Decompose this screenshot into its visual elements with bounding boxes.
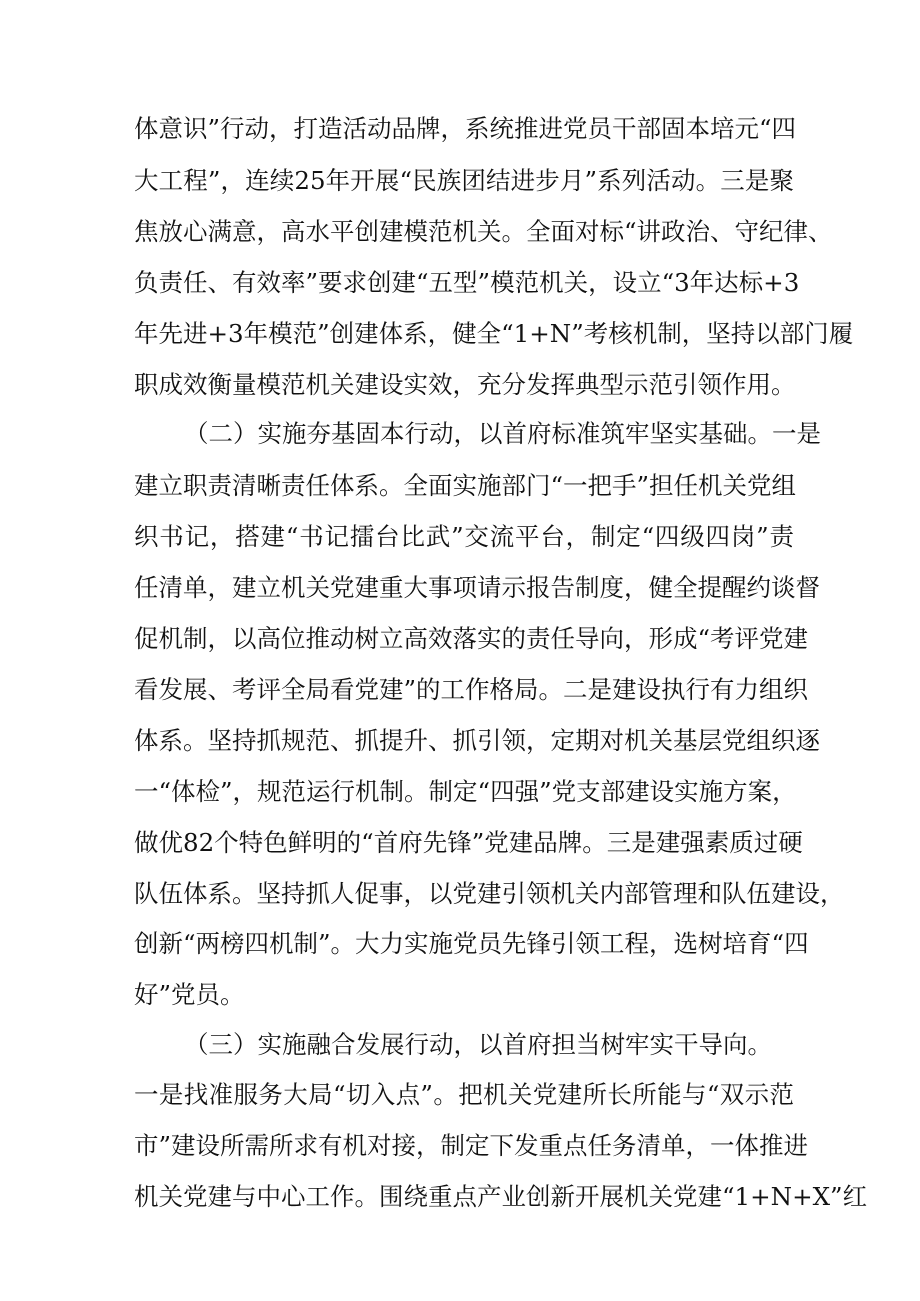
body-text-line: 年先进+3年模范”创建体系，健全“1+N”考核机制，坚持以部门履 (134, 319, 854, 348)
body-text-line: 任清单，建立机关党建重大事项请示报告制度，健全提醒约谈督 (134, 573, 820, 602)
body-text-line: 负责任、有效率”要求创建“五型”模范机关，设立“3年达标+3 (134, 268, 800, 297)
body-text-line: 体系。坚持抓规范、抓提升、抓引领，定期对机关基层党组织逐 (134, 726, 820, 755)
body-text-line: 队伍体系。坚持抓人促事，以党建引领机关内部管理和队伍建设， (134, 879, 845, 908)
body-text-line: 一“体检”，规范运行机制。制定“四强”党支部建设实施方案， (134, 777, 797, 806)
body-text-line: 机关党建与中心工作。围绕重点产业创新开展机关党建“1+N+X”红 (134, 1182, 868, 1211)
body-text-line: 建立职责清晰责任体系。全面实施部门“一把手”担任机关党组 (134, 471, 797, 500)
body-text-line: 看发展、考评全局看党建”的工作格局。二是建设执行有力组织 (134, 675, 809, 704)
body-text-line: 做优82个特色鲜明的“首府先锋”党建品牌。三是建强素质过硬 (134, 828, 803, 857)
section-heading-line: （三）实施融合发展行动，以首府担当树牢实干导向。 (184, 1030, 772, 1059)
body-text-line: 职成效衡量模范机关建设实效，充分发挥典型示范引领作用。 (134, 370, 796, 399)
body-text-line: 织书记，搭建“书记擂台比武”交流平台，制定“四级四岗”责 (134, 522, 794, 551)
body-text-line: 好”党员。 (134, 980, 245, 1009)
body-text-line: 创新“两榜四机制”。大力实施党员先锋引领工程，选树培育“四 (134, 929, 809, 958)
body-text-line: 焦放心满意，高水平创建模范机关。全面对标“讲政治、守纪律、 (134, 217, 833, 246)
body-text-line: 促机制，以高位推动树立高效落实的责任导向，形成“考评党建 (134, 624, 809, 653)
section-heading-line: （二）实施夯基固本行动，以首府标准筑牢坚实基础。一是 (184, 419, 821, 448)
body-text-line: 大工程”，连续25年开展“民族团结进步月”系列活动。三是聚 (134, 166, 794, 195)
body-text-line: 一是找准服务大局“切入点”。把机关党建所长所能与“双示范 (134, 1080, 794, 1109)
body-text-line: 市”建设所需所求有机对接，制定下发重点任务清单，一体推进 (134, 1131, 809, 1160)
body-text-line: 体意识”行动，打造活动品牌，系统推进党员干部固本培元“四 (134, 114, 797, 143)
